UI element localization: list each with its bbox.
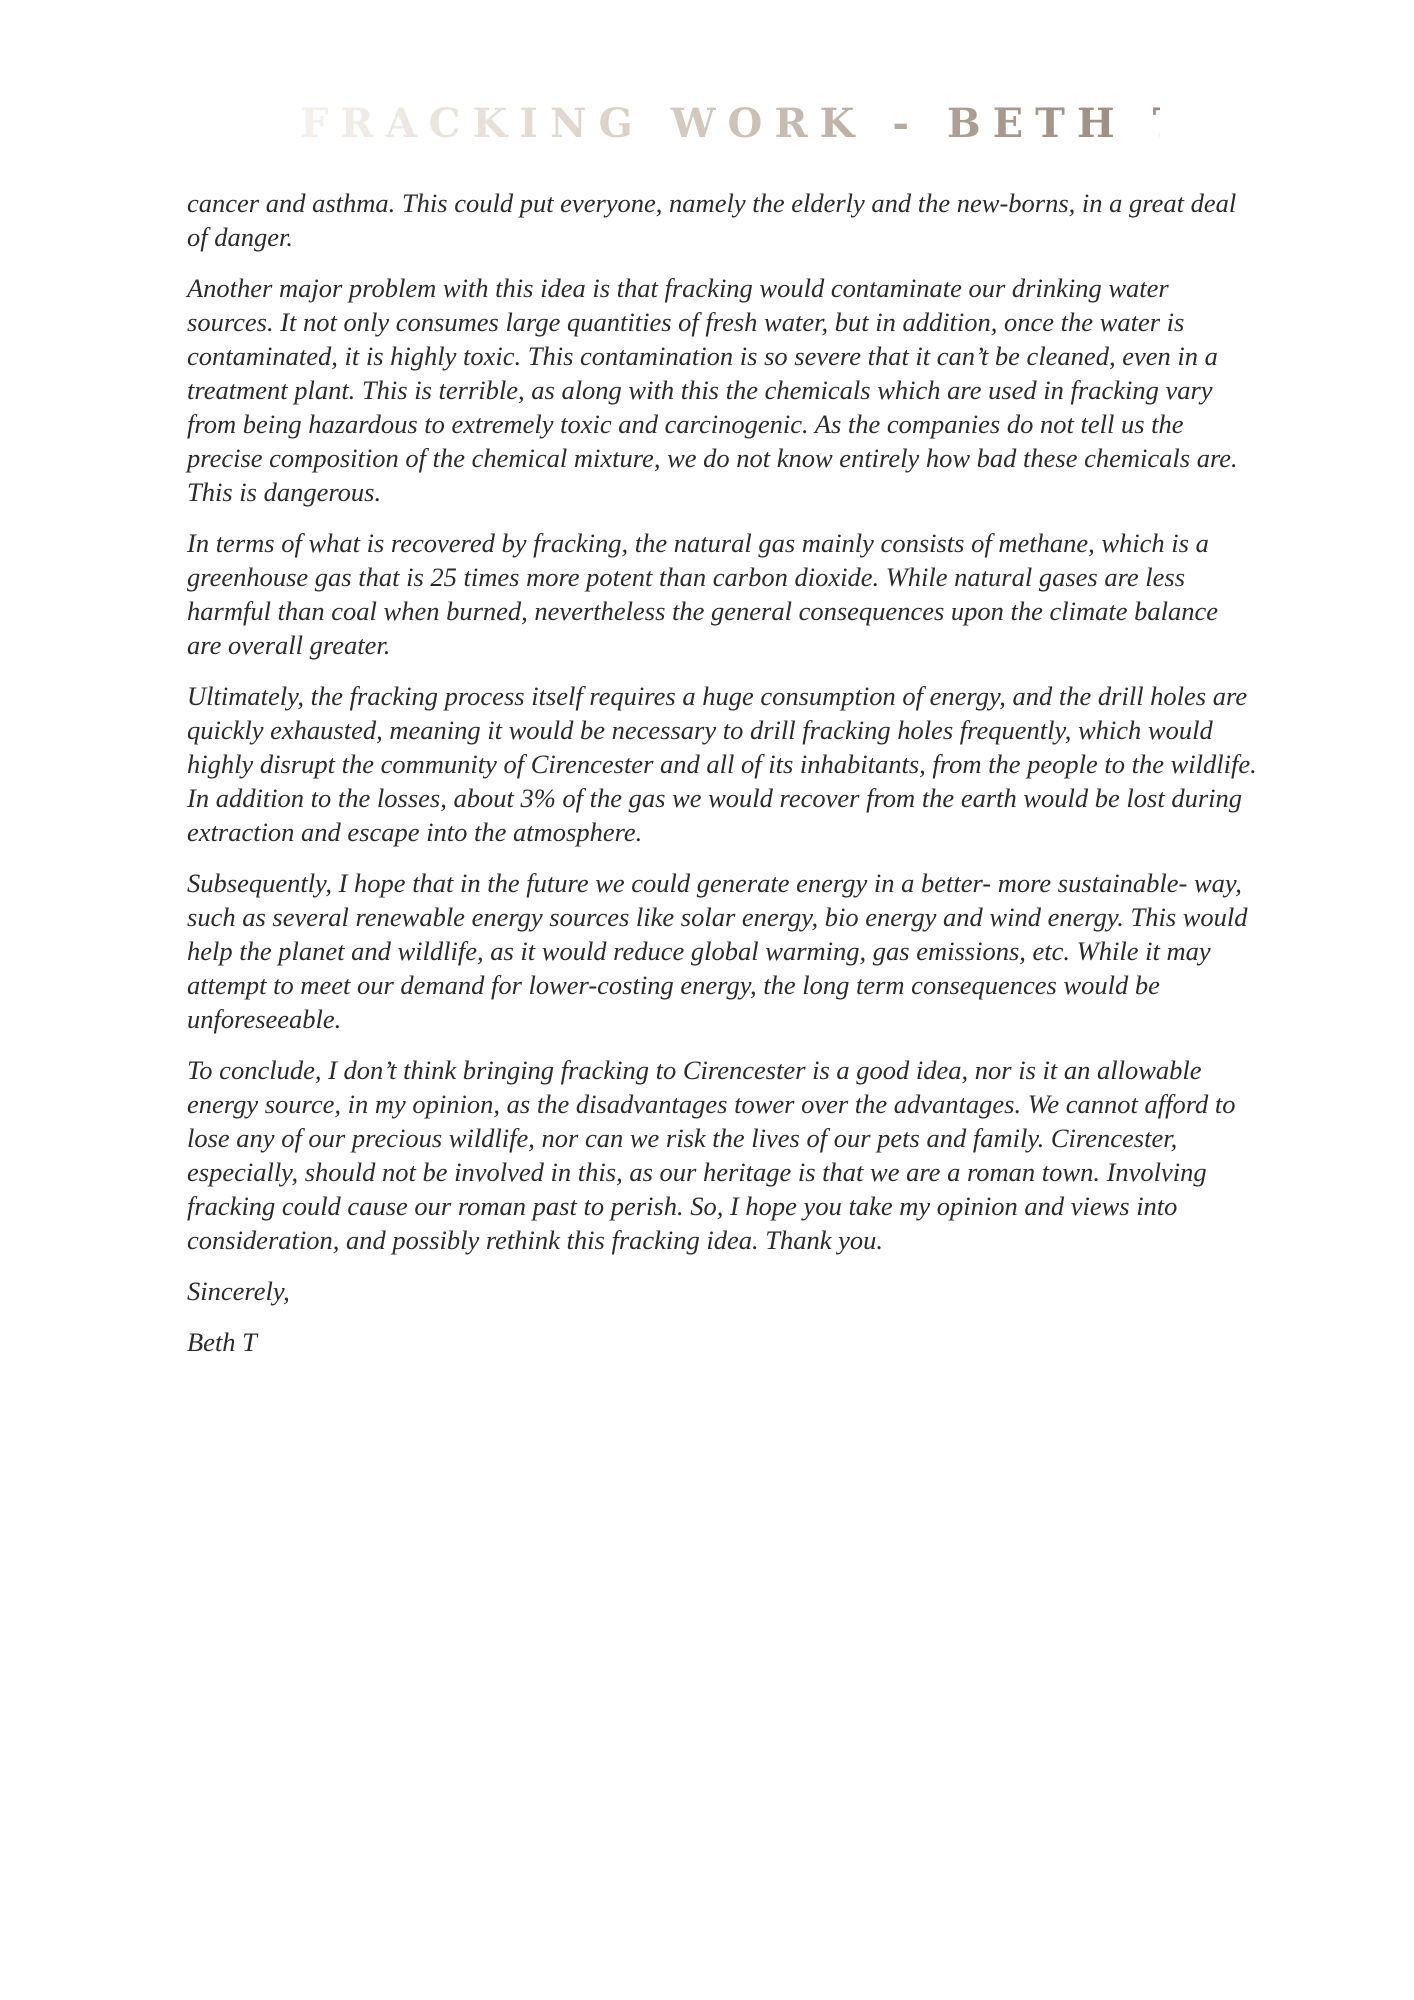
paragraph: Another major problem with this idea is that fracking would contaminate our drinking water sources. It not only consumes large quantities of fresh water, but in addition, once the water is contaminated, it is highly toxic. This contamination is so severe that it can’t be cleaned, even in a treatment plant. This is terrible, as along with this the chemicals which are used in fracking vary from being hazardous to extremely toxic and carcinogenic. As the companies do not tell us the precise composition of the chemical mixture, we do not know entirely how bad these chemicals are. This is dangerous. (187, 273, 1238, 507)
paragraph: In terms of what is recovered by fracking, the natural gas mainly consists of methane, which is a greenhouse gas that is 25 times more potent than carbon dioxide. While natural gases are less harmful than coal when burned, nevertheless the general consequences upon the climate balance are overall greater. (187, 528, 1219, 660)
paragraph: Ultimately, the fracking process itself requires a huge consumption of energy, and the drill holes are quickly exhausted, meaning it would be necessary to drill fracking holes frequently, which would highly disrupt the community of Cirencester and all of its inhabitants, from the people to the wildlife. In addition to the losses, about 3% of the gas we would recover from the earth would be lost during extraction and escape into the atmosphere. (187, 681, 1257, 847)
letter-body (187, 186, 1257, 1376)
paragraph: cancer and asthma. This could put everyone, namely the elderly and the new-borns, in a great deal of danger. (187, 188, 1237, 252)
page-header-title: FRACKING WORK - BETH T (300, 100, 1195, 147)
paragraph: Subsequently, I hope that in the future we could generate energy in a better- more sustainable- way, such as several renewable energy sources like solar energy, bio energy and wind energy. This would help the planet and wildlife, as it would reduce global warming, gas emissions, etc. While it may attempt to meet our demand for lower-costing energy, the long term consequences would be unforeseeable. (187, 868, 1248, 1034)
signature-name: Beth T (187, 1327, 257, 1357)
paragraph: To conclude, I don’t think bringing fracking to Cirencester is a good idea, nor is it an allowable energy source, in my opinion, as the disadvantages tower over the advantages. We cannot afford to lose any of our precious wildlife, nor can we risk the lives of our pets and family. Cirencester, especially, should not be involved in this, as our heritage is that we are a roman town. Involving fracking could cause our roman past to perish. So, I hope you take my opinion and views into consideration, and possibly rethink this fracking idea. Thank you. (187, 1055, 1236, 1255)
closing-salutation: Sincerely, (187, 1276, 290, 1306)
